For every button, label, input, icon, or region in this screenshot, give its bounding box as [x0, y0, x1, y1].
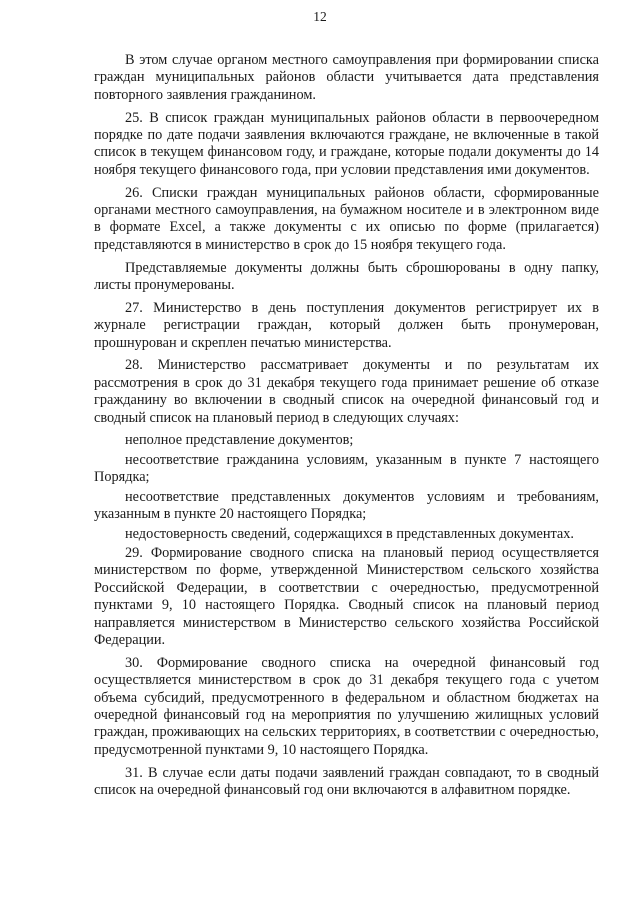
paragraph: В этом случае органом местного самоуправления при формировании списка граждан муниципальных районов области учитывается дата представления повторного заявления гражданином. [94, 52, 599, 103]
list-item: несоответствие представленных документов условиям и требованиям, указанным в пункте 20 настоящего Порядка; [94, 488, 599, 523]
paragraph-item-29: 29. Формирование сводного списка на плановый период осуществляется министерством по форме, утвержденной Министерством сельского хозяйства Российской Федерации, в соответствии с очередностью, предусмотренной пунктами 9, 10 настоящего Порядка. Сводный список на плановый период направляется министерством в Министерство сельского хозяйства Российской Федерации. [94, 544, 599, 648]
document-body [94, 52, 599, 805]
paragraph-item-30: 30. Формирование сводного списка на очередной финансовый год осуществляется министерством в срок до 31 декабря текущего года с учетом объема субсидий, предусмотренного в федеральном и областном бюджетах на очередной финансовый год на мероприятия по улучшению жилищных условий граждан, проживающих на сельских территориях, в соответствии с очередностью, предусмотренной пунктами 9, 10 настоящего Порядка. [94, 654, 599, 758]
paragraph-item-27: 27. Министерство в день поступления документов регистрирует их в журнале регистрации граждан, который должен быть пронумерован, прошнурован и скреплен печатью министерства. [94, 299, 599, 351]
paragraph: Представляемые документы должны быть сброшюрованы в одну папку, листы пронумерованы. [94, 259, 599, 294]
paragraph-item-25: 25. В список граждан муниципальных районов области в первоочередном порядке по дате подачи заявления включаются граждане, не включенные в такой список в текущем финансовом году, и граждане, которые подали документы до 14 ноября текущего финансового года, при условии представления ими документов. [94, 109, 599, 178]
list-item: неполное представление документов; [125, 432, 354, 449]
list-item: несоответствие гражданина условиям, указанным в пункте 7 настоящего Порядка; [94, 451, 599, 486]
paragraph-item-31: 31. В случае если даты подачи заявлений граждан совпадают, то в сводный список на очередной финансовый год они включаются в алфавитном порядке. [94, 764, 599, 798]
paragraph-item-26: 26. Списки граждан муниципальных районов области, сформированные органами местного самоуправления, на бумажном носителе и в электронном виде в формате Excel, а также документы с их описью по форме (прилагается) представляются в министерство в срок до 15 ноября текущего года. [94, 184, 599, 253]
page-number: 12 [313, 9, 327, 24]
list-item: недостоверность сведений, содержащихся в представленных документах. [125, 525, 575, 542]
paragraph-item-28: 28. Министерство рассматривает документы и по результатам их рассмотрения в срок до 31 декабря текущего года принимает решение об отказе гражданину во включении в сводный список на очередной финансовый год и сводный список на плановый период в следующих случаях: [94, 357, 599, 426]
